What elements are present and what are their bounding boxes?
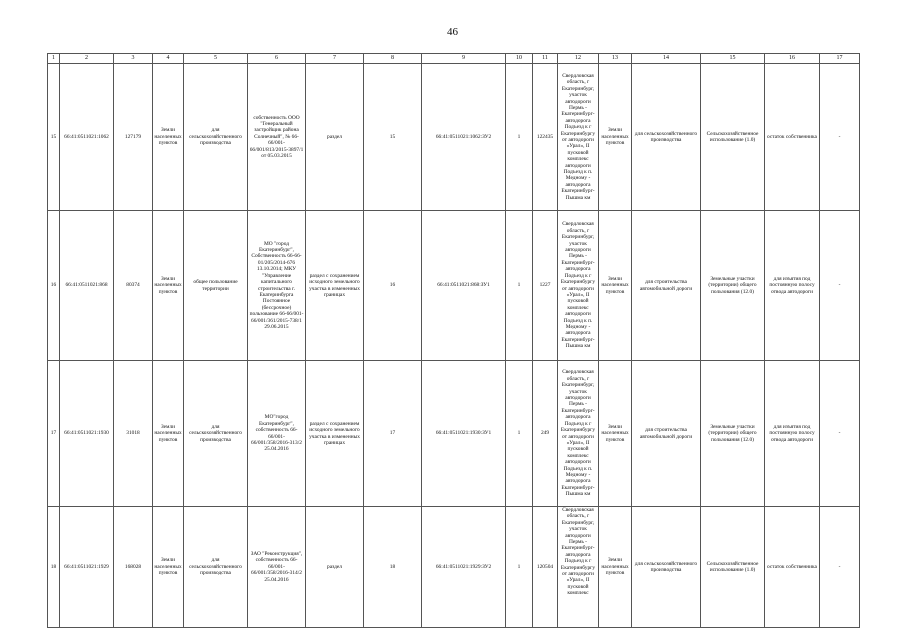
address: Свердловская область, г Екатеринбург, участок автодороги Пермь - Екатеринбург-автодорога Подъезд к г Екатеринбургу от автодороги «Урал», II пусковой комплекс автодороги Подъезд к п. Медному - автодорога Екатеринбург-Пышма км — [558, 361, 599, 507]
permitted-use: общее пользование территории — [184, 211, 248, 361]
contour-count: 1 — [506, 361, 533, 507]
rights-holder: МО"город Екатеринбург", собственность 66-66/001-66/001/358/2016-313/2 25.04.2016 — [248, 361, 306, 507]
new-plot-designation: 66:41:0511021:1062:ЗУ2 — [422, 64, 506, 211]
column-number: 9 — [422, 54, 506, 64]
permitted-use: для сельскохозяйственного производства — [184, 507, 248, 628]
column-number: 7 — [306, 54, 364, 64]
column-number: 15 — [701, 54, 765, 64]
land-category: Земли населенных пунктов — [153, 64, 184, 211]
purpose: для изъятия под постоянную полосу отвода автодороги — [765, 211, 820, 361]
column-number: 1 — [48, 54, 60, 64]
column-number: 13 — [599, 54, 632, 64]
column-number: 10 — [506, 54, 533, 64]
permitted-use: для сельскохозяйственного производства — [184, 361, 248, 507]
new-land-category: Земли населенных пунктов — [599, 361, 632, 507]
table-row — [48, 211, 860, 361]
formation-method: раздел — [306, 507, 364, 628]
column-number: 4 — [153, 54, 184, 64]
use-classifier: Земельные участки (территории) общего пользования (12.0) — [701, 211, 765, 361]
new-permitted-use: для строительства автомобильной дороги — [632, 211, 701, 361]
rights-holder: собственность ООО "Генеральный застройщик района Солнечный", № 66-66/001-66/001/813/2015-3897/1 от 05.03.2015 — [248, 64, 306, 211]
new-permitted-use: для сельскохозяйственного производства — [632, 507, 701, 628]
cadastral-number: 66:41:0511021:1930 — [60, 361, 114, 507]
area: 80374 — [114, 211, 153, 361]
purpose: остаток собственника — [765, 64, 820, 211]
new-land-category: Земли населенных пунктов — [599, 64, 632, 211]
plot-number: 18 — [364, 507, 422, 628]
note: - — [820, 211, 860, 361]
purpose: остаток собственника — [765, 507, 820, 628]
note: - — [820, 507, 860, 628]
new-area: 122435 — [533, 64, 558, 211]
cadastral-number: 66:41:0511021:1929 — [60, 507, 114, 628]
land-category: Земли населенных пунктов — [153, 507, 184, 628]
land-category: Земли населенных пунктов — [153, 211, 184, 361]
new-land-category: Земли населенных пунктов — [599, 211, 632, 361]
contour-count: 1 — [506, 507, 533, 628]
new-plot-designation: 66:41:0511021:868:ЗУ1 — [422, 211, 506, 361]
row-index: 15 — [48, 64, 60, 211]
note: - — [820, 361, 860, 507]
use-classifier: Сельскохозяйственное использование (1.0) — [701, 507, 765, 628]
row-index: 16 — [48, 211, 60, 361]
new-plot-designation: 66:41:0511021:1929:ЗУ2 — [422, 507, 506, 628]
new-permitted-use: для строительства автомобильной дороги — [632, 361, 701, 507]
formation-method: раздел с сохранением исходного земельного участка в измененных границах — [306, 361, 364, 507]
address: Свердловская область, г Екатеринбург, участок автодороги Пермь - Екатеринбург-автодорога Подъезд к г Екатеринбургу от автодороги «Урал», II пусковой комплекс автодороги Подъезд к п. Медному - автодорога Екатеринбург-Пышма км — [558, 64, 599, 211]
plot-number: 17 — [364, 361, 422, 507]
new-area: 249 — [533, 361, 558, 507]
column-number: 12 — [558, 54, 599, 64]
column-number: 6 — [248, 54, 306, 64]
column-number: 17 — [820, 54, 860, 64]
address: Свердловская область, г Екатеринбург, участок автодороги Пермь - Екатеринбург-автодорога Подъезд к г Екатеринбургу от автодороги «Урал», II пусковой комплекс автодороги Подъезд к п. Медному - автодорога Екатеринбург-Пышма км — [558, 211, 599, 361]
contour-count: 1 — [506, 211, 533, 361]
purpose: для изъятия под постоянную полосу отвода автодороги — [765, 361, 820, 507]
column-number: 5 — [184, 54, 248, 64]
header-row — [48, 54, 860, 64]
use-classifier: Земельные участки (территории) общего пользования (12.0) — [701, 361, 765, 507]
formation-method: раздел с сохранением исходного земельного участка в измененных границах — [306, 211, 364, 361]
row-index: 17 — [48, 361, 60, 507]
land-category: Земли населенных пунктов — [153, 361, 184, 507]
area: 127179 — [114, 64, 153, 211]
table-row — [48, 507, 860, 628]
rights-holder: ЗАО "Реконструкция", собственность 66-66/001-66/001/358/2016-314/2 25.04.2016 — [248, 507, 306, 628]
plot-number: 16 — [364, 211, 422, 361]
page-number: 46 — [447, 26, 458, 38]
area: 31018 — [114, 361, 153, 507]
plot-number: 15 — [364, 64, 422, 211]
row-index: 18 — [48, 507, 60, 628]
new-land-category: Земли населенных пунктов — [599, 507, 632, 628]
column-number: 16 — [765, 54, 820, 64]
area: 168028 — [114, 507, 153, 628]
table-row — [48, 64, 860, 211]
cadastral-number: 66:41:0511021:1062 — [60, 64, 114, 211]
cadastral-number: 66:41:0511021:868 — [60, 211, 114, 361]
rights-holder: МО "город Екатеринбург", Собственность 66-66-01/205/2014-676 13.10.2014; МКУ "Управление капитального строительства г. Екатеринбурга Постоянное (бессрочное) пользование 66-66/001-66/001/361/2015-738/1 29.06.2015 — [248, 211, 306, 361]
new-plot-designation: 66:41:0511021:1930:ЗУ1 — [422, 361, 506, 507]
new-area: 1227 — [533, 211, 558, 361]
contour-count: 1 — [506, 64, 533, 211]
land-plots-table — [47, 53, 860, 628]
column-number: 2 — [60, 54, 114, 64]
column-number: 11 — [533, 54, 558, 64]
use-classifier: Сельскохозяйственное использование (1.0) — [701, 64, 765, 211]
note: - — [820, 64, 860, 211]
formation-method: раздел — [306, 64, 364, 211]
column-number: 8 — [364, 54, 422, 64]
column-number: 3 — [114, 54, 153, 64]
permitted-use: для сельскохозяйственного производства — [184, 64, 248, 211]
column-number: 14 — [632, 54, 701, 64]
new-area: 120504 — [533, 507, 558, 628]
address: Свердловская область, г Екатеринбург, участок автодороги Пермь - Екатеринбург-автодорога Подъезд к г Екатеринбургу от автодороги «Урал», II пусковой комплекс — [558, 507, 599, 628]
new-permitted-use: для сельскохозяйственного производства — [632, 64, 701, 211]
table-row — [48, 361, 860, 507]
